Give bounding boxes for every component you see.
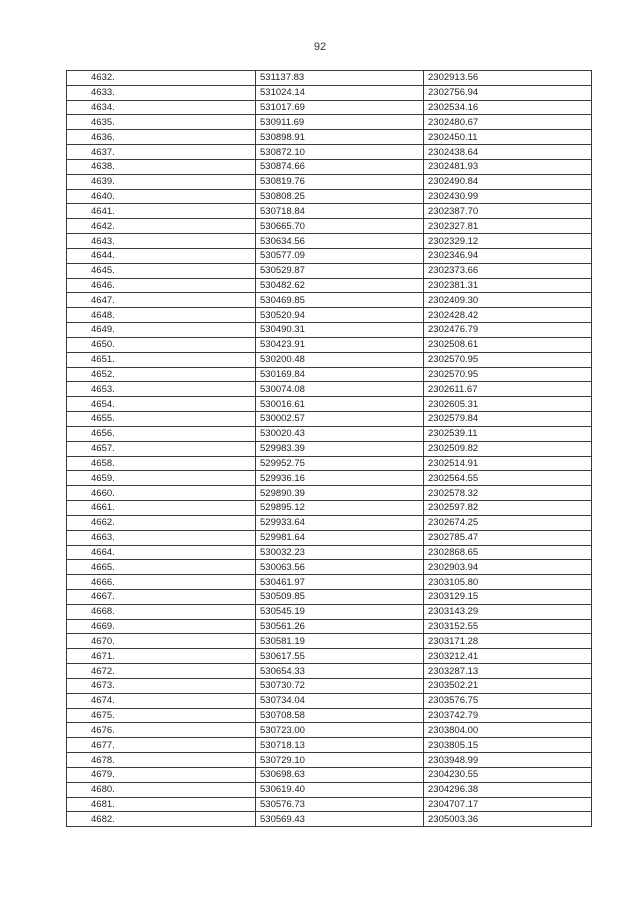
- point-index-cell: 4645.: [67, 263, 256, 278]
- table-row: [67, 797, 592, 812]
- x-coordinate-cell: 530723.00: [256, 723, 424, 738]
- y-coordinate-cell: 2302409.30: [424, 293, 592, 308]
- x-coordinate-cell: 530509.85: [256, 589, 424, 604]
- table-row: [67, 678, 592, 693]
- point-index-cell: 4682.: [67, 812, 256, 827]
- table-row: [67, 204, 592, 219]
- x-coordinate-cell: 531137.83: [256, 71, 424, 86]
- y-coordinate-cell: 2302450.11: [424, 130, 592, 145]
- table-row: [67, 708, 592, 723]
- y-coordinate-cell: 2302476.79: [424, 323, 592, 338]
- x-coordinate-cell: 530718.84: [256, 204, 424, 219]
- table-row: [67, 100, 592, 115]
- x-coordinate-cell: 530617.55: [256, 649, 424, 664]
- y-coordinate-cell: 2305003.36: [424, 812, 592, 827]
- y-coordinate-cell: 2302534.16: [424, 100, 592, 115]
- y-coordinate-cell: 2302756.94: [424, 85, 592, 100]
- table-row: [67, 293, 592, 308]
- x-coordinate-cell: 530581.19: [256, 634, 424, 649]
- y-coordinate-cell: 2302570.95: [424, 352, 592, 367]
- y-coordinate-cell: 2302597.82: [424, 501, 592, 516]
- x-coordinate-cell: 530063.56: [256, 560, 424, 575]
- y-coordinate-cell: 2302579.84: [424, 412, 592, 427]
- table-row: [67, 352, 592, 367]
- point-index-cell: 4654.: [67, 397, 256, 412]
- x-coordinate-cell: 530461.97: [256, 575, 424, 590]
- y-coordinate-cell: 2302490.84: [424, 174, 592, 189]
- table-row: [67, 738, 592, 753]
- y-coordinate-cell: 2302785.47: [424, 530, 592, 545]
- point-index-cell: 4662.: [67, 515, 256, 530]
- table-row: [67, 664, 592, 679]
- y-coordinate-cell: 2302611.67: [424, 382, 592, 397]
- x-coordinate-cell: 530074.08: [256, 382, 424, 397]
- x-coordinate-cell: 530569.43: [256, 812, 424, 827]
- y-coordinate-cell: 2302481.93: [424, 159, 592, 174]
- y-coordinate-cell: 2302868.65: [424, 545, 592, 560]
- point-index-cell: 4650.: [67, 337, 256, 352]
- x-coordinate-cell: 530708.58: [256, 708, 424, 723]
- table-row: [67, 634, 592, 649]
- x-coordinate-cell: 530698.63: [256, 767, 424, 782]
- point-index-cell: 4677.: [67, 738, 256, 753]
- point-index-cell: 4667.: [67, 589, 256, 604]
- point-index-cell: 4647.: [67, 293, 256, 308]
- point-index-cell: 4669.: [67, 619, 256, 634]
- y-coordinate-cell: 2302373.66: [424, 263, 592, 278]
- table-row: [67, 501, 592, 516]
- point-index-cell: 4641.: [67, 204, 256, 219]
- point-index-cell: 4673.: [67, 678, 256, 693]
- table-row: [67, 693, 592, 708]
- table-row: [67, 530, 592, 545]
- x-coordinate-cell: 530561.26: [256, 619, 424, 634]
- y-coordinate-cell: 2304230.55: [424, 767, 592, 782]
- table-row: [67, 412, 592, 427]
- point-index-cell: 4671.: [67, 649, 256, 664]
- x-coordinate-cell: 530529.87: [256, 263, 424, 278]
- point-index-cell: 4644.: [67, 248, 256, 263]
- x-coordinate-cell: 530654.33: [256, 664, 424, 679]
- y-coordinate-cell: 2302570.95: [424, 367, 592, 382]
- point-index-cell: 4637.: [67, 145, 256, 160]
- table-row: [67, 441, 592, 456]
- table-row: [67, 753, 592, 768]
- point-index-cell: 4676.: [67, 723, 256, 738]
- table-row: [67, 263, 592, 278]
- y-coordinate-cell: 2302480.67: [424, 115, 592, 130]
- table-row: [67, 589, 592, 604]
- point-index-cell: 4646.: [67, 278, 256, 293]
- x-coordinate-cell: 530634.56: [256, 234, 424, 249]
- table-row: [67, 545, 592, 560]
- y-coordinate-cell: 2303129.15: [424, 589, 592, 604]
- x-coordinate-cell: 531024.14: [256, 85, 424, 100]
- y-coordinate-cell: 2302539.11: [424, 426, 592, 441]
- point-index-cell: 4636.: [67, 130, 256, 145]
- table-row: [67, 85, 592, 100]
- table-row: [67, 619, 592, 634]
- point-index-cell: 4679.: [67, 767, 256, 782]
- point-index-cell: 4638.: [67, 159, 256, 174]
- x-coordinate-cell: 530874.66: [256, 159, 424, 174]
- y-coordinate-cell: 2302327.81: [424, 219, 592, 234]
- coordinates-table-body: [67, 71, 592, 827]
- table-row: [67, 723, 592, 738]
- y-coordinate-cell: 2303287.13: [424, 664, 592, 679]
- x-coordinate-cell: 530520.94: [256, 308, 424, 323]
- x-coordinate-cell: 530819.76: [256, 174, 424, 189]
- y-coordinate-cell: 2304707.17: [424, 797, 592, 812]
- table-row: [67, 174, 592, 189]
- point-index-cell: 4663.: [67, 530, 256, 545]
- x-coordinate-cell: 530032.23: [256, 545, 424, 560]
- x-coordinate-cell: 530730.72: [256, 678, 424, 693]
- y-coordinate-cell: 2302329.12: [424, 234, 592, 249]
- y-coordinate-cell: 2302564.55: [424, 471, 592, 486]
- x-coordinate-cell: 530619.40: [256, 782, 424, 797]
- y-coordinate-cell: 2303152.55: [424, 619, 592, 634]
- table-row: [67, 515, 592, 530]
- coordinates-table: [66, 70, 592, 827]
- x-coordinate-cell: 530020.43: [256, 426, 424, 441]
- x-coordinate-cell: 531017.69: [256, 100, 424, 115]
- table-row: [67, 234, 592, 249]
- point-index-cell: 4661.: [67, 501, 256, 516]
- table-row: [67, 812, 592, 827]
- point-index-cell: 4681.: [67, 797, 256, 812]
- x-coordinate-cell: 530423.91: [256, 337, 424, 352]
- table-row: [67, 71, 592, 86]
- table-row: [67, 337, 592, 352]
- x-coordinate-cell: 529936.16: [256, 471, 424, 486]
- y-coordinate-cell: 2303804.00: [424, 723, 592, 738]
- table-row: [67, 130, 592, 145]
- point-index-cell: 4680.: [67, 782, 256, 797]
- y-coordinate-cell: 2303742.79: [424, 708, 592, 723]
- point-index-cell: 4678.: [67, 753, 256, 768]
- point-index-cell: 4649.: [67, 323, 256, 338]
- page-number: 92: [313, 41, 327, 53]
- x-coordinate-cell: 530808.25: [256, 189, 424, 204]
- point-index-cell: 4657.: [67, 441, 256, 456]
- y-coordinate-cell: 2302387.70: [424, 204, 592, 219]
- table-row: [67, 456, 592, 471]
- table-row: [67, 145, 592, 160]
- point-index-cell: 4672.: [67, 664, 256, 679]
- table-row: [67, 649, 592, 664]
- y-coordinate-cell: 2303212.41: [424, 649, 592, 664]
- table-row: [67, 471, 592, 486]
- y-coordinate-cell: 2303171.28: [424, 634, 592, 649]
- point-index-cell: 4633.: [67, 85, 256, 100]
- x-coordinate-cell: 530002.57: [256, 412, 424, 427]
- y-coordinate-cell: 2302346.94: [424, 248, 592, 263]
- y-coordinate-cell: 2302509.82: [424, 441, 592, 456]
- y-coordinate-cell: 2304296.38: [424, 782, 592, 797]
- x-coordinate-cell: 530718.13: [256, 738, 424, 753]
- point-index-cell: 4643.: [67, 234, 256, 249]
- x-coordinate-cell: 530482.62: [256, 278, 424, 293]
- table-row: [67, 767, 592, 782]
- table-row: [67, 278, 592, 293]
- point-index-cell: 4670.: [67, 634, 256, 649]
- point-index-cell: 4660.: [67, 486, 256, 501]
- x-coordinate-cell: 530898.91: [256, 130, 424, 145]
- x-coordinate-cell: 530577.09: [256, 248, 424, 263]
- table-row: [67, 367, 592, 382]
- point-index-cell: 4675.: [67, 708, 256, 723]
- y-coordinate-cell: 2303502.21: [424, 678, 592, 693]
- point-index-cell: 4652.: [67, 367, 256, 382]
- table-row: [67, 248, 592, 263]
- point-index-cell: 4651.: [67, 352, 256, 367]
- x-coordinate-cell: 529933.64: [256, 515, 424, 530]
- table-row: [67, 560, 592, 575]
- x-coordinate-cell: 530729.10: [256, 753, 424, 768]
- x-coordinate-cell: 530576.73: [256, 797, 424, 812]
- x-coordinate-cell: 529890.39: [256, 486, 424, 501]
- x-coordinate-cell: 529952.75: [256, 456, 424, 471]
- point-index-cell: 4655.: [67, 412, 256, 427]
- x-coordinate-cell: 530469.85: [256, 293, 424, 308]
- y-coordinate-cell: 2302438.64: [424, 145, 592, 160]
- point-index-cell: 4648.: [67, 308, 256, 323]
- point-index-cell: 4665.: [67, 560, 256, 575]
- y-coordinate-cell: 2303105.80: [424, 575, 592, 590]
- x-coordinate-cell: 530911.69: [256, 115, 424, 130]
- y-coordinate-cell: 2303143.29: [424, 604, 592, 619]
- table-row: [67, 604, 592, 619]
- table-row: [67, 308, 592, 323]
- table-row: [67, 486, 592, 501]
- y-coordinate-cell: 2303948.99: [424, 753, 592, 768]
- y-coordinate-cell: 2302674.25: [424, 515, 592, 530]
- point-index-cell: 4668.: [67, 604, 256, 619]
- x-coordinate-cell: 530872.10: [256, 145, 424, 160]
- y-coordinate-cell: 2302514.91: [424, 456, 592, 471]
- y-coordinate-cell: 2302430.99: [424, 189, 592, 204]
- table-row: [67, 189, 592, 204]
- point-index-cell: 4664.: [67, 545, 256, 560]
- x-coordinate-cell: 530016.61: [256, 397, 424, 412]
- x-coordinate-cell: 530200.48: [256, 352, 424, 367]
- point-index-cell: 4659.: [67, 471, 256, 486]
- table-row: [67, 397, 592, 412]
- x-coordinate-cell: 530490.31: [256, 323, 424, 338]
- table-row: [67, 782, 592, 797]
- table-row: [67, 382, 592, 397]
- table-row: [67, 115, 592, 130]
- point-index-cell: 4632.: [67, 71, 256, 86]
- y-coordinate-cell: 2302913.56: [424, 71, 592, 86]
- point-index-cell: 4639.: [67, 174, 256, 189]
- point-index-cell: 4666.: [67, 575, 256, 590]
- point-index-cell: 4653.: [67, 382, 256, 397]
- y-coordinate-cell: 2302508.61: [424, 337, 592, 352]
- point-index-cell: 4640.: [67, 189, 256, 204]
- point-index-cell: 4635.: [67, 115, 256, 130]
- y-coordinate-cell: 2302428.42: [424, 308, 592, 323]
- y-coordinate-cell: 2303576.75: [424, 693, 592, 708]
- point-index-cell: 4658.: [67, 456, 256, 471]
- table-row: [67, 159, 592, 174]
- point-index-cell: 4656.: [67, 426, 256, 441]
- point-index-cell: 4674.: [67, 693, 256, 708]
- x-coordinate-cell: 530734.04: [256, 693, 424, 708]
- x-coordinate-cell: 530665.70: [256, 219, 424, 234]
- x-coordinate-cell: 529895.12: [256, 501, 424, 516]
- y-coordinate-cell: 2302605.31: [424, 397, 592, 412]
- point-index-cell: 4634.: [67, 100, 256, 115]
- table-row: [67, 426, 592, 441]
- y-coordinate-cell: 2303805.15: [424, 738, 592, 753]
- point-index-cell: 4642.: [67, 219, 256, 234]
- y-coordinate-cell: 2302903.94: [424, 560, 592, 575]
- y-coordinate-cell: 2302578.32: [424, 486, 592, 501]
- x-coordinate-cell: 529983.39: [256, 441, 424, 456]
- table-row: [67, 219, 592, 234]
- x-coordinate-cell: 530169.84: [256, 367, 424, 382]
- y-coordinate-cell: 2302381.31: [424, 278, 592, 293]
- x-coordinate-cell: 529981.64: [256, 530, 424, 545]
- table-row: [67, 323, 592, 338]
- table-row: [67, 575, 592, 590]
- x-coordinate-cell: 530545.19: [256, 604, 424, 619]
